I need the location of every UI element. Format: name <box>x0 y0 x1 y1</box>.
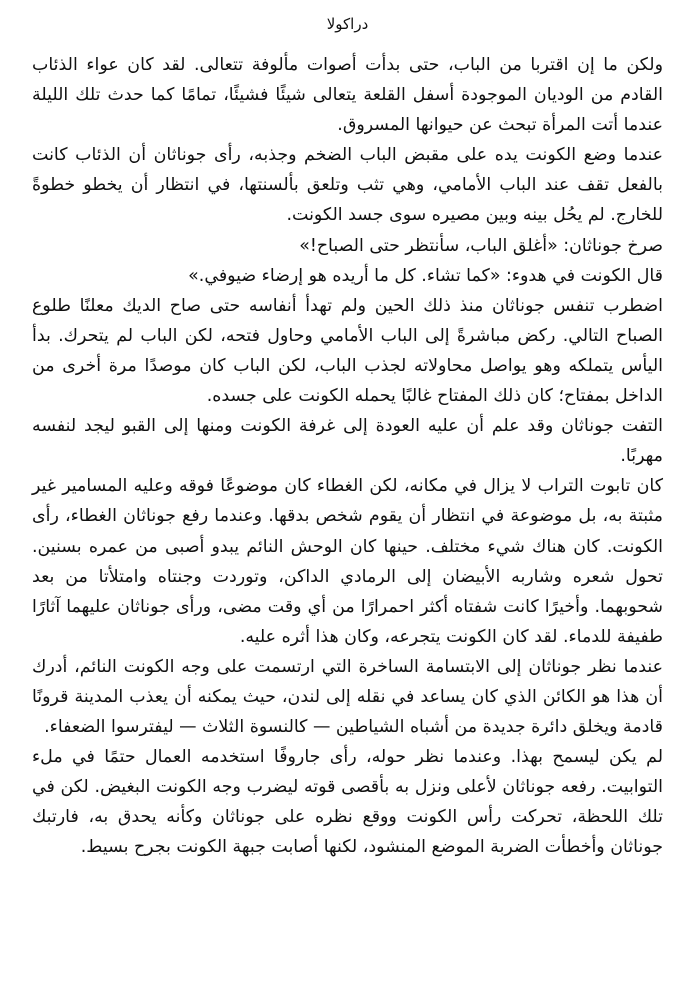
paragraph: عندما نظر جوناثان إلى الابتسامة الساخرة التي ارتسمت على وجه الكونت النائم، أدرك أن هذا هو الكائن الذي كان يساعد في نقله إلى لندن، حيث يمكنه أن يعذب المدينة قرونًا قادمة ويخلق دائرة جديدة من أشباه الشياطين — كالنسوة الثلاث — ليفترسوا الضعفاء. <box>32 656 663 738</box>
paragraph: ولكن ما إن اقتربا من الباب، حتى بدأت أصوات مألوفة تتعالى. لقد كان عواء الذئاب القادم من الوديان الموجودة أسفل القلعة يتعالى شيئًا فشيئًا، تمامًا كما حدث تلك الليلة عندما أتت المرأة تبحث عن حيوانها المسروق. <box>32 55 663 136</box>
paragraph: التفت جوناثان وقد علم أن عليه العودة إلى غرفة الكونت ومنها إلى القبو ليجد لنفسه مهربًا. <box>32 416 663 467</box>
running-head: دراكولا <box>326 15 369 33</box>
body-text <box>32 50 663 863</box>
paragraph: عندما وضع الكونت يده على مقبض الباب الضخم وجذبه، رأى جوناثان أن الذئاب كانت بالفعل تقف عند الباب الأمامي، وهي تثب وتلعق بألسنتها، في انتظار أن يخطو خطوةً للخارج. لم يحُل بينه وبين مصيره سوى جسد الكونت. <box>32 145 663 226</box>
paragraph: كان تابوت التراب لا يزال في مكانه، لكن الغطاء كان موضوعًا فوقه وعليه المسامير غير مثبتة به، بل موضوعة في انتظار أن يقوم شخص بدقها. وعندما رفع جوناثان الغطاء، رأى الكونت. كان هناك شيء مختلف. حينها كان الوحش النائم يبدو أصبى من عمره بسنين. تحول شعره وشاربه الأبيضان إلى الرمادي الداكن، وتوردت وجنتاه وامتلأتا من بعد شحوبهما. وأخيرًا كانت شفتاه أكثر احمرارًا من أي وقت مضى، ورأى جوناثان عليهما آثارًا طفيفة للدماء. لقد كان الكونت يتجرعه، وكان هذا أثره عليه. <box>32 476 663 647</box>
paragraph: قال الكونت في هدوء: «كما تشاء. كل ما أريده هو إرضاء ضيوفي.» <box>188 265 663 286</box>
paragraph: اضطرب تنفس جوناثان منذ ذلك الحين ولم تهدأ أنفاسه حتى صاح الديك معلنًا طلوع الصباح التالي. ركض مباشرةً إلى الباب الأمامي وحاول فتحه، لكن الباب لم يتحرك. بدأ اليأس يتملكه وهو يواصل محاولاته لجذب الباب، لكن الباب كان موصدًا مرة أخرى من الداخل بمفتاح؛ كان ذلك المفتاح غالبًا يحمله الكونت على جسده. <box>32 295 663 407</box>
paragraph: صرخ جوناثان: «أغلق الباب، سأنتظر حتى الصباح!» <box>299 235 663 256</box>
paragraph: لم يكن ليسمح بهذا. وعندما نظر حوله، رأى جاروفًا استخدمه العمال حتمًا في ملء التوابيت. رفعه جوناثان لأعلى ونزل به بأقصى قوته ليضرب وجه الكونت البغيض. لكن في تلك اللحظة، تحركت رأس الكونت ووقع نظره على جوناثان وكأنه يحدق به، فارتبك جوناثان وأخطأت الضربة الموضع المنشود، لكنها أصابت جبهة الكونت بجرح بسيط. <box>32 747 663 858</box>
